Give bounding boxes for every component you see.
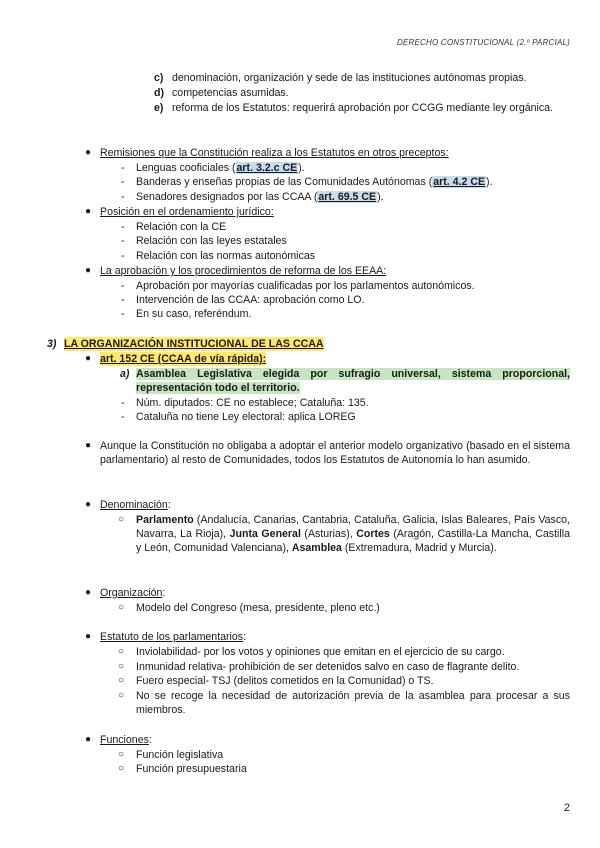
- dash-icon: -: [121, 294, 125, 306]
- organizacion-title: Organización:: [100, 587, 166, 599]
- page-header: DERECHO CONSTITUCIONAL (2.º PARCIAL): [397, 38, 570, 47]
- bullet-icon: ●: [85, 734, 92, 745]
- list-item-c: denominación, organización y sede de las instituciones autónomas propias.: [172, 72, 527, 84]
- estatuto-item: Inviolabilidad- por los votos y opiniones que emitan en el ejercicio de su cargo.: [136, 646, 505, 658]
- bullet-icon: ●: [85, 440, 92, 451]
- section-title: LA ORGANIZACIÓN INSTITUCIONAL DE LAS CCAA: [64, 338, 324, 350]
- remision-item: Senadores designados por las CCAA (art. 69.5 CE).: [136, 191, 384, 203]
- posicion-item: Relación con las leyes estatales: [136, 235, 287, 247]
- circle-bullet-icon: ○: [118, 661, 125, 672]
- remision-item: Banderas y enseñas propias de las Comunidades Autónomas (art. 4.2 CE).: [136, 176, 493, 188]
- posicion-title: Posición en el ordenamiento jurídico:: [100, 206, 274, 218]
- bullet-icon: ●: [85, 206, 92, 217]
- circle-bullet-icon: ○: [118, 763, 125, 774]
- dash-icon: -: [121, 411, 125, 423]
- dash-icon: -: [121, 250, 125, 262]
- circle-bullet-icon: ○: [118, 690, 125, 701]
- list-item-d: competencias asumidas.: [172, 87, 289, 99]
- circle-bullet-icon: ○: [118, 514, 125, 525]
- funciones-item: Función legislativa: [136, 749, 224, 761]
- section-number: 3): [47, 338, 57, 350]
- article-reference: art. 4.2 CE: [433, 176, 486, 188]
- estatuto-item: Inmunidad relativa- prohibición de ser detenidos salvo en caso de flagrante delito.: [136, 661, 520, 673]
- aprobacion-item: Aprobación por mayorías cualificadas por los parlamentos autonómicos.: [136, 280, 475, 292]
- article-reference: art. 69.5 CE: [318, 191, 377, 203]
- list-letter: d): [154, 87, 164, 99]
- bullet-icon: ●: [85, 631, 92, 642]
- list-item-e: reforma de los Estatutos: requerirá aprobación por CCGG mediante ley orgánica.: [172, 102, 553, 114]
- bullet-icon: ●: [85, 147, 92, 158]
- denominacion-title: Denominación:: [100, 499, 171, 511]
- aunque-paragraph: Aunque la Constitución no obligaba a adoptar el anterior modelo organizativo (basado en el sistema parlamentario) al resto de Comunidades, todos los Estatutos de Autonomía lo han asumido.: [100, 440, 570, 466]
- bullet-icon: ●: [85, 499, 92, 510]
- circle-bullet-icon: ○: [118, 602, 125, 613]
- sub-letter: a): [120, 368, 130, 380]
- page-number: 2: [563, 802, 570, 814]
- circle-bullet-icon: ○: [118, 749, 125, 760]
- estatuto-title: Estatuto de los parlamentarios:: [100, 631, 247, 643]
- circle-bullet-icon: ○: [118, 675, 125, 686]
- remision-item: Lenguas cooficiales (art. 3.2.c CE).: [136, 162, 305, 174]
- dash-icon: -: [121, 308, 125, 320]
- organizacion-item: Modelo del Congreso (mesa, presidente, pleno etc.): [136, 602, 380, 614]
- dash-icon: -: [121, 280, 125, 292]
- art152-item: Cataluña no tiene Ley electoral: aplica LOREG: [136, 411, 356, 423]
- dash-icon: -: [121, 397, 125, 409]
- aprobacion-item: Intervención de las CCAA: aprobación como LO.: [136, 294, 365, 306]
- dash-icon: -: [121, 235, 125, 247]
- denominacion-text: Parlamento (Andalucía, Canarias, Cantabria, Cataluña, Galicia, Islas Baleares, País Vasco, Navarra, La Rioja), Junta General (Asturias), Cortes (Aragón, Castilla-La Mancha, Castilla y León, Comunidad Valenciana), Asamblea (Extremadura, Madrid y Murcia).: [136, 514, 570, 554]
- dash-icon: -: [121, 221, 125, 233]
- circle-bullet-icon: ○: [118, 646, 125, 657]
- bullet-icon: ●: [85, 587, 92, 598]
- posicion-item: Relación con la CE: [136, 221, 227, 233]
- list-letter: e): [154, 102, 164, 114]
- article-reference: art. 3.2.c CE: [236, 162, 298, 174]
- dash-icon: -: [121, 162, 125, 174]
- art152-heading: art. 152 CE (CCAA de vía rápida):: [100, 353, 267, 365]
- funciones-title: Funciones:: [100, 734, 152, 746]
- aprobacion-item: En su caso, referéndum.: [136, 308, 252, 320]
- aprobacion-title: La aprobación y los procedimientos de reforma de los EEAA:: [100, 265, 387, 277]
- bullet-icon: ●: [85, 353, 92, 364]
- asamblea-legislativa-text: Asamblea Legislativa elegida por sufragio universal, sistema proporcional, representación todo el territorio.: [136, 368, 570, 394]
- estatuto-item: No se recoge la necesidad de autorización previa de la asamblea para procesar a sus miembros.: [136, 690, 570, 716]
- remisiones-title: Remisiones que la Constitución realiza a los Estatutos en otros preceptos:: [100, 147, 449, 159]
- funciones-item: Función presupuestaria: [136, 763, 247, 775]
- dash-icon: -: [121, 191, 125, 203]
- posicion-item: Relación con las normas autonómicas: [136, 250, 316, 262]
- bullet-icon: ●: [85, 265, 92, 276]
- estatuto-item: Fuero especial- TSJ (delitos cometidos en la Comunidad) o TS.: [136, 675, 434, 687]
- dash-icon: -: [121, 176, 125, 188]
- art152-item: Núm. diputados: CE no establece; Cataluña: 135.: [136, 397, 369, 409]
- list-letter: c): [154, 72, 164, 84]
